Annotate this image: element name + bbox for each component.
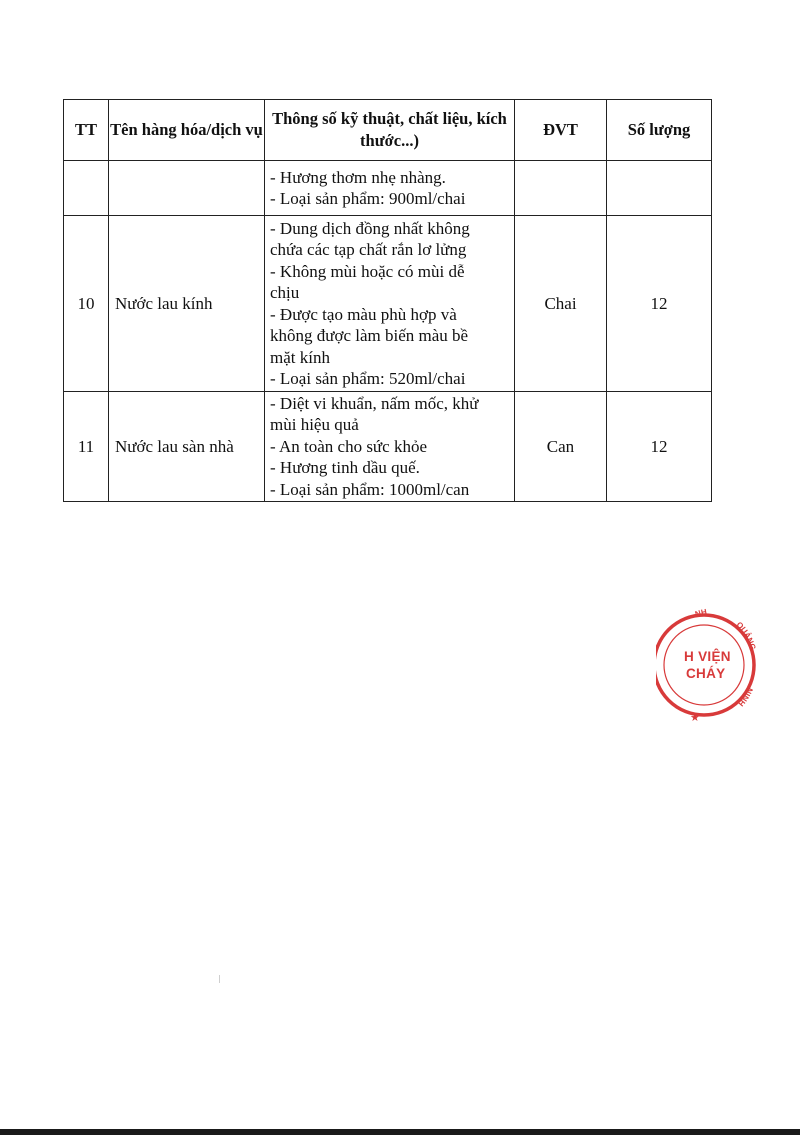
page-bottom-edge — [0, 1129, 800, 1135]
spec-line: mùi hiệu quả — [270, 415, 359, 435]
row-unit — [515, 161, 607, 216]
row-qty: 12 — [607, 392, 712, 502]
header-name: Tên hàng hóa/dịch vụ — [109, 100, 265, 161]
spec-line: - Loại sản phẩm: 1000ml/can — [270, 479, 470, 499]
row-unit: Chai — [515, 216, 607, 392]
seal-arc-top-text: NH — [693, 607, 708, 619]
spec-line: - Loại sản phẩm: 520ml/chai — [270, 369, 466, 388]
header-spec: Thông số kỹ thuật, chất liệu, kích thước...) — [265, 100, 515, 161]
table-row — [64, 161, 712, 216]
row-unit: Can — [515, 392, 607, 502]
svg-text:NINH — [736, 686, 754, 708]
scan-artifact — [219, 975, 220, 983]
row-spec — [265, 392, 515, 502]
row-spec — [265, 216, 515, 392]
product-spec-table — [63, 99, 712, 502]
row-name: Nước lau sàn nhà — [109, 392, 265, 502]
spec-line: - Loại sản phẩm: 900ml/chai — [270, 189, 466, 208]
table-header-row — [64, 100, 712, 161]
spec-line: - Được tạo màu phù hợp và — [270, 304, 457, 324]
seal-star-icon: ★ — [690, 711, 700, 724]
row-tt — [64, 161, 109, 216]
spec-line: - Dung dịch đồng nhất không — [270, 218, 470, 238]
spec-line: - Hương thơm nhẹ nhàng. — [270, 167, 446, 187]
header-tt: TT — [64, 100, 109, 161]
row-qty: 12 — [607, 216, 712, 392]
row-name — [109, 161, 265, 216]
row-qty — [607, 161, 712, 216]
header-qty: Số lượng — [607, 100, 712, 161]
row-tt: 11 — [64, 392, 109, 502]
spec-line: mặt kính — [270, 347, 330, 367]
spec-line: - Không mùi hoặc có mùi dễ — [270, 261, 465, 281]
spec-line: - Hương tinh dầu quế. — [270, 458, 420, 478]
table-row — [64, 216, 712, 392]
official-seal-stamp — [656, 597, 766, 727]
row-tt: 10 — [64, 216, 109, 392]
row-spec — [265, 161, 515, 216]
spec-line: - An toàn cho sức khỏe — [270, 436, 427, 456]
spec-line: chịu — [270, 283, 300, 302]
row-name: Nước lau kính — [109, 216, 265, 392]
seal-text-line-1: H VIỆN — [684, 649, 731, 664]
spec-line: không được làm biến màu bề — [270, 326, 469, 345]
svg-text:QUẢNG — [735, 620, 758, 651]
seal-arc-right-text: QUẢNG — [734, 620, 758, 652]
seal-text-line-2: CHÁY — [686, 666, 726, 681]
spec-line: chứa các tạp chất rắn lơ lửng — [270, 240, 467, 259]
table-row — [64, 392, 712, 502]
seal-arc-bottom-text: NINH — [736, 686, 755, 709]
header-unit: ĐVT — [515, 100, 607, 161]
spec-line: - Diệt vi khuẩn, nấm mốc, khử — [270, 393, 479, 413]
